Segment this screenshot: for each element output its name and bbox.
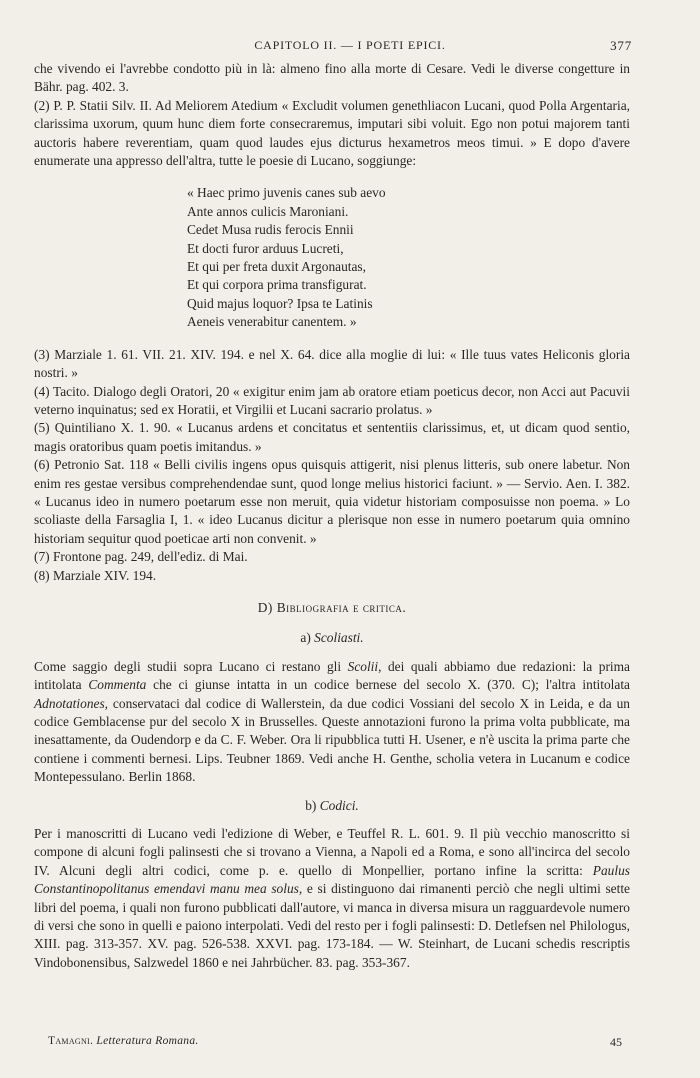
verse-quote xyxy=(187,184,630,331)
text-run: , dei quali abbiamo due redazioni: la prima intitolata xyxy=(34,658,630,693)
subsection-heading-b xyxy=(34,797,630,815)
verse-line: Et qui per freta duxit Argonautas, xyxy=(187,259,366,275)
chapter-title: CAPITOLO II. — I POETI EPICI. xyxy=(254,38,446,52)
paragraph-codici xyxy=(34,825,630,972)
footnote-2: (2) P. P. Statii Silv. II. Ad Meliorem Atedium « Excludit volumen genethliacon Lucani, quod Polla Argentaria, clarissima uxorum, quum hunc diem forte consecraremus, imputari sibi voluit. Ego non potui majorem tanti auctoris habere reverentiam, quam quod laudes ejus dicturus hexametros meos timui. » E dopo d'avere enumerate una appresso dell'altra, tutte le poesie di Lucano, soggiunge: xyxy=(34,97,630,169)
continued-text: che vivendo ei l'avrebbe condotto più in là: almeno fino alla morte di Cesare. Vedi le diverse congetture in Bähr. pag. 402. 3. xyxy=(34,61,630,95)
subsection-title: Scoliasti. xyxy=(314,630,364,646)
footnote-4: (4) Tacito. Dialogo degli Oratori, 20 « exigitur enim jam ab oratore etiam poeticus decor, non Acci aut Pacuvii veterno inquinatus; sed ex Horatii, et Virgilii et Lucani sacrario prolatus. » xyxy=(34,383,630,417)
footnote-8: (8) Marziale XIV. 194. xyxy=(34,567,157,583)
paragraph-scoliasti xyxy=(34,658,630,787)
text-run: conservataci dal codice di Wallerstein, da due codici Vossiani del secolo X in Leida, e da un codice Gemblacense pur del secolo X in Brusselles. Queste annotazioni furono la prima volta pubblicate, ma inesattamente, da Oudendorp e da C. F. Weber. Ora li ripubblica tutti H. Usener, e n'è uscita la prima parte che contiene i commenti bernesi. Lips. Teubner 1869. Vedi anche H. Genthe, scholia vetera in Lucanum e codice Montepessulano. Berlin 1868. xyxy=(34,695,630,785)
page-number: 377 xyxy=(610,38,632,53)
text-run: e si distinguono dai rimanenti perciò che negli ultimi sette libri del poema, i quali non furono pubblicati dall'autore, vi manca in diversa misura un ragguardevole numero di versi che sono in quelli e paiono interpolati. Vedi del resto per i fogli palinsesti: D. Detlefsen nel Philologus, XIII. pag. 313-357. XV. pag. 526-538. XXVI. pag. 173-184. — W. Steinhart, de Lucani schedis rescriptis Vindobonensibus, Salzwedel 1860 e nei Jahrbücher. 83. pag. 353-367. xyxy=(34,881,631,970)
verse-line: Aeneis venerabitur canentem. » xyxy=(187,314,357,330)
text-run: Per i manoscritti di Lucano vedi l'edizione di Weber, e Teuffel R. L. 601. 9. Il più vecchio manoscritto si compone di alcuni fogli palinsesti che si trovano a Vienna, a Napoli ed a Roma, e sono all'incirca del secolo IV. Alcuni degli altri codici, come p. e. quello di Monpellier, portano infine la scritta: xyxy=(34,826,630,878)
footer-credit xyxy=(48,1035,199,1047)
section-heading: D) Bibliografia e critica. xyxy=(257,599,407,615)
footnote-5: (5) Quintiliano X. 1. 90. « Lucanus ardens et concitatus et sententiis clarissimus, et, ut dicam quod sentio, magis oratoribus quam poetis imitandus. » xyxy=(34,420,630,454)
italic-term: Adnotationes, xyxy=(34,695,109,711)
subsection-heading-a xyxy=(34,629,630,647)
footnote-6: (6) Petronio Sat. 118 « Belli civilis ingens opus quisquis attigerit, nisi plenus litteris, sub onere labetur. Non enim res gestae versibus comprehendendae sunt, quod longe melius historici faciunt. » — Servio. Aen. I. 382. « Lucanus ideo in numero poetarum esse non meruit, quia videtur historiam composuisse non poema. » Lo scoliaste della Farsaglia I, 1. « ideo Lucanus dicitur a plerisque non esse in numero poetarum quia omnino historiam sequitur quod poeticae arti non convenit. » xyxy=(34,457,630,546)
subsection-title: Codici. xyxy=(319,797,359,813)
verse-line: Ante annos culicis Maroniani. xyxy=(187,203,349,219)
subsection-label: b) xyxy=(305,797,320,813)
text-run: che ci giunse intatta in un codice bernese del secolo X. (370. C); l'altra intitolata xyxy=(146,677,630,693)
verse-line: Cedet Musa rudis ferocis Ennii xyxy=(187,222,354,238)
verse-line: Quid majus loquor? Ipsa te Latinis xyxy=(187,295,373,311)
footnote-3: (3) Marziale 1. 61. VII. 21. XIV. 194. e nel X. 64. dice alla moglie di lui: « Ille tuus vates Heliconis gloria nostri. » xyxy=(34,346,630,381)
running-header xyxy=(0,38,700,56)
page-body xyxy=(34,60,630,972)
footer-work: Letteratura Romana. xyxy=(96,1035,199,1047)
subsection-label: a) xyxy=(300,630,315,646)
italic-quote: Paulus Constantinopolitanus emendavi manu mea solus, xyxy=(34,862,630,897)
footnote-7: (7) Frontone pag. 249, dell'ediz. di Mai. xyxy=(34,549,248,565)
verse-line: « Haec primo juvenis canes sub aevo xyxy=(187,185,386,201)
verse-line: Et docti furor arduus Lucreti, xyxy=(187,240,344,256)
italic-term: Commenta xyxy=(88,677,147,693)
signature-mark: 45 xyxy=(610,1035,622,1049)
verse-line: Et qui corpora prima transfigurat. xyxy=(187,277,367,293)
text-run: Come saggio degli studii sopra Lucano ci restano gli xyxy=(34,658,348,674)
italic-term: Scolii xyxy=(347,658,379,674)
footer-author: Tamagni. xyxy=(48,1035,94,1047)
